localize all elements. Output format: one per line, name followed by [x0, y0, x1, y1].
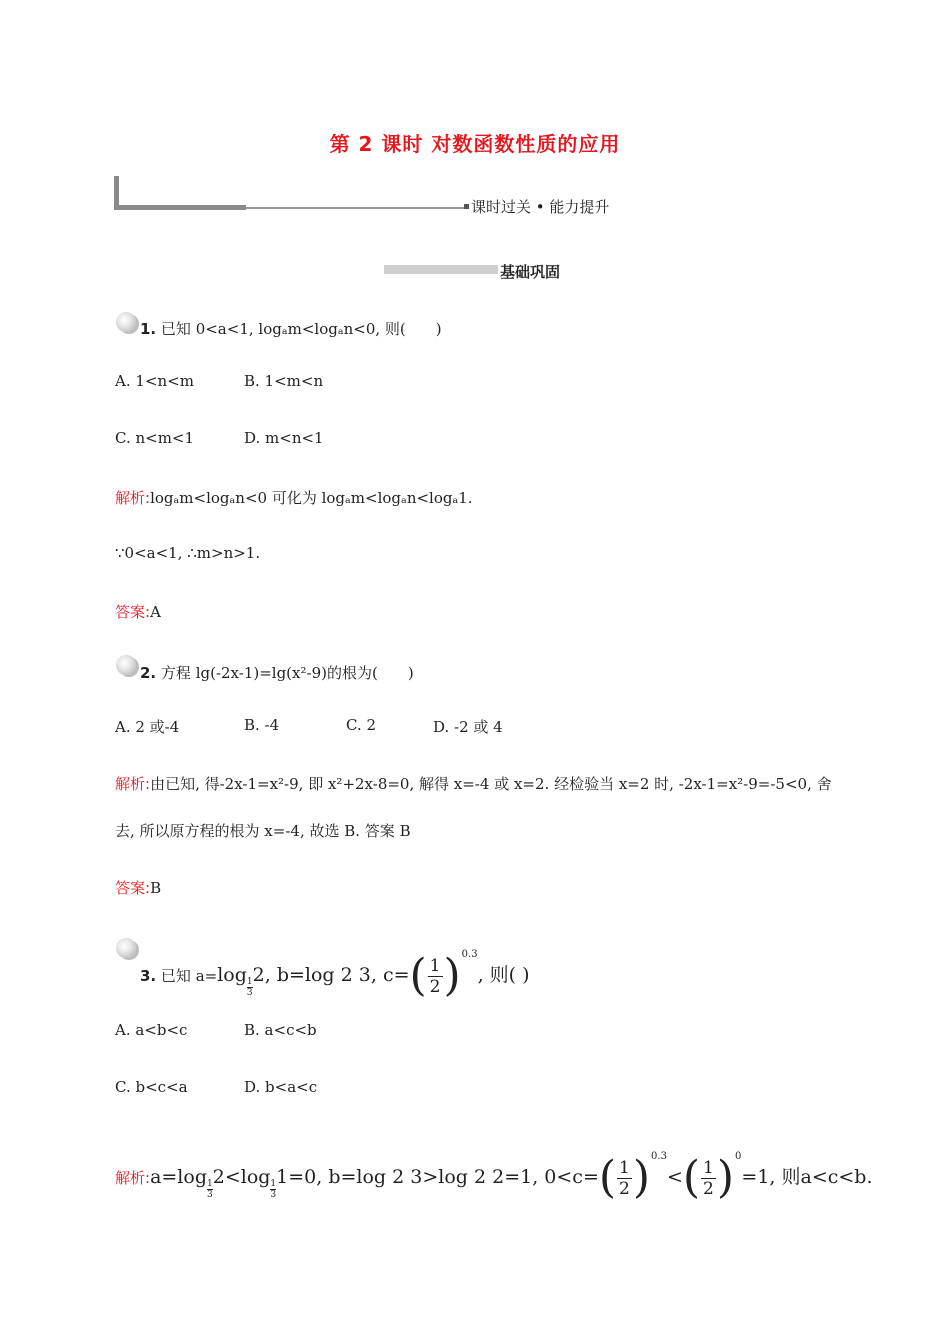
exponent: 0.3	[461, 949, 478, 960]
half-fraction	[617, 1158, 632, 1199]
fraction-denominator: 2	[429, 976, 441, 997]
solution-label: 解析:	[115, 489, 151, 507]
fraction-numerator: 1	[619, 1157, 630, 1178]
solution-label: 解析:	[115, 1169, 151, 1187]
fraction-denominator: 3	[270, 1190, 277, 1200]
log-argument: 2	[252, 964, 265, 986]
exponent: 0	[735, 1151, 742, 1162]
solution-1	[115, 487, 473, 508]
paren-close: )	[632, 1152, 651, 1203]
option-c: C. n<m<1	[115, 429, 195, 447]
solution-part: 1=0, b=log 2 3>log 2 2=1, 0<c=	[276, 1166, 599, 1188]
fraction-numerator: 1	[246, 977, 253, 987]
header-rule	[246, 207, 464, 209]
paren-open: (	[598, 1152, 617, 1203]
less-than: <	[666, 1166, 683, 1188]
question-text: 已知 0<a<1, logₐm<logₐn<0, 则( )	[160, 320, 442, 338]
paren-open: (	[409, 950, 427, 1001]
answer-2	[115, 877, 161, 898]
paren-open: (	[682, 1152, 701, 1203]
answer-text: B	[150, 879, 162, 897]
solution-expression	[150, 1151, 873, 1203]
fraction-denominator: 2	[703, 1178, 714, 1199]
exponent: 0.3	[651, 1151, 667, 1162]
section-label: 基础巩固	[500, 263, 561, 281]
option-d: D. -2 或 4	[433, 718, 503, 736]
half-fraction	[701, 1158, 716, 1199]
header-bracket	[114, 176, 246, 210]
option-d: D. b<a<c	[244, 1078, 318, 1096]
answer-text: A	[150, 603, 161, 621]
question-text: 已知 a=	[160, 967, 218, 985]
fraction-numerator: 1	[429, 955, 441, 976]
solution-end: =1, 则a<c<b.	[741, 1166, 873, 1188]
solution-3	[115, 1132, 873, 1203]
log-expression: log $\frac{1}{3}2$, b=log 2 3, c=( $\frac{1}{2}$ )$^{0.3}$, 则( )	[217, 949, 530, 1001]
question-number: 3.	[140, 967, 157, 985]
solution-text: logₐm<logₐn<0 可化为 logₐm<logₐn<logₐ1.	[150, 489, 473, 507]
fraction-denominator: 3	[246, 988, 253, 998]
solution-part: 2<log	[212, 1166, 271, 1188]
fraction-numerator: 1	[703, 1157, 714, 1178]
option-b: B. 1<m<n	[244, 372, 324, 390]
solution-2	[115, 773, 832, 794]
solution-2-line2: 去, 所以原方程的根为 x=-4, 故选 B. 答案 B	[115, 822, 411, 840]
option-a: A. a<b<c	[115, 1021, 188, 1039]
solution-text: 由已知, 得-2x-1=x²-9, 即 x²+2x-8=0, 解得 x=-4 或 x=2. 经检验当 x=2 时, -2x-1=x²-9=-5<0, 舍	[150, 775, 832, 793]
option-d: D. m<n<1	[244, 429, 324, 447]
question-tail: , 则( )	[477, 964, 530, 986]
question-3-stem	[140, 930, 530, 1001]
fraction-numerator: 1	[207, 1179, 213, 1189]
question-number: 1.	[140, 320, 157, 338]
answer-1	[115, 601, 161, 622]
option-b: B. a<c<b	[244, 1021, 317, 1039]
option-c: C. b<c<a	[115, 1078, 188, 1096]
option-a: A. 1<n<m	[115, 372, 194, 390]
answer-label: 答案:	[115, 603, 151, 621]
c-expression: c=	[382, 964, 410, 986]
solution-a: a=log	[150, 1166, 207, 1188]
header-label: 课时过关 • 能力提升	[471, 198, 610, 216]
paren-close: )	[443, 950, 461, 1001]
question-bullet-icon	[116, 312, 136, 332]
paren-close: )	[716, 1152, 735, 1203]
solution-1-line2: ∵0<a<1, ∴m>n>1.	[115, 544, 261, 562]
fraction-numerator: 1	[270, 1179, 277, 1189]
question-bullet-icon	[116, 938, 136, 958]
question-bullet-icon	[116, 655, 136, 675]
fraction-denominator: 2	[619, 1178, 630, 1199]
question-1-stem	[140, 318, 442, 339]
log-symbol: log	[217, 964, 247, 986]
b-expression: b=log 2 3	[276, 964, 371, 986]
section-bar	[384, 265, 498, 274]
question-number: 2.	[140, 664, 157, 682]
question-text: 方程 lg(-2x-1)=lg(x²-9)的根为( )	[160, 664, 414, 682]
page-title: 第 2 课时 对数函数性质的应用	[329, 132, 621, 156]
fraction-denominator: 3	[207, 1190, 213, 1200]
header-marker	[464, 204, 469, 209]
option-b: B. -4	[244, 716, 280, 734]
option-a: A. 2 或-4	[115, 718, 180, 736]
solution-label: 解析:	[115, 775, 151, 793]
answer-label: 答案:	[115, 879, 151, 897]
option-c: C. 2	[346, 716, 377, 734]
half-fraction	[428, 956, 443, 997]
question-2-stem	[140, 662, 414, 683]
